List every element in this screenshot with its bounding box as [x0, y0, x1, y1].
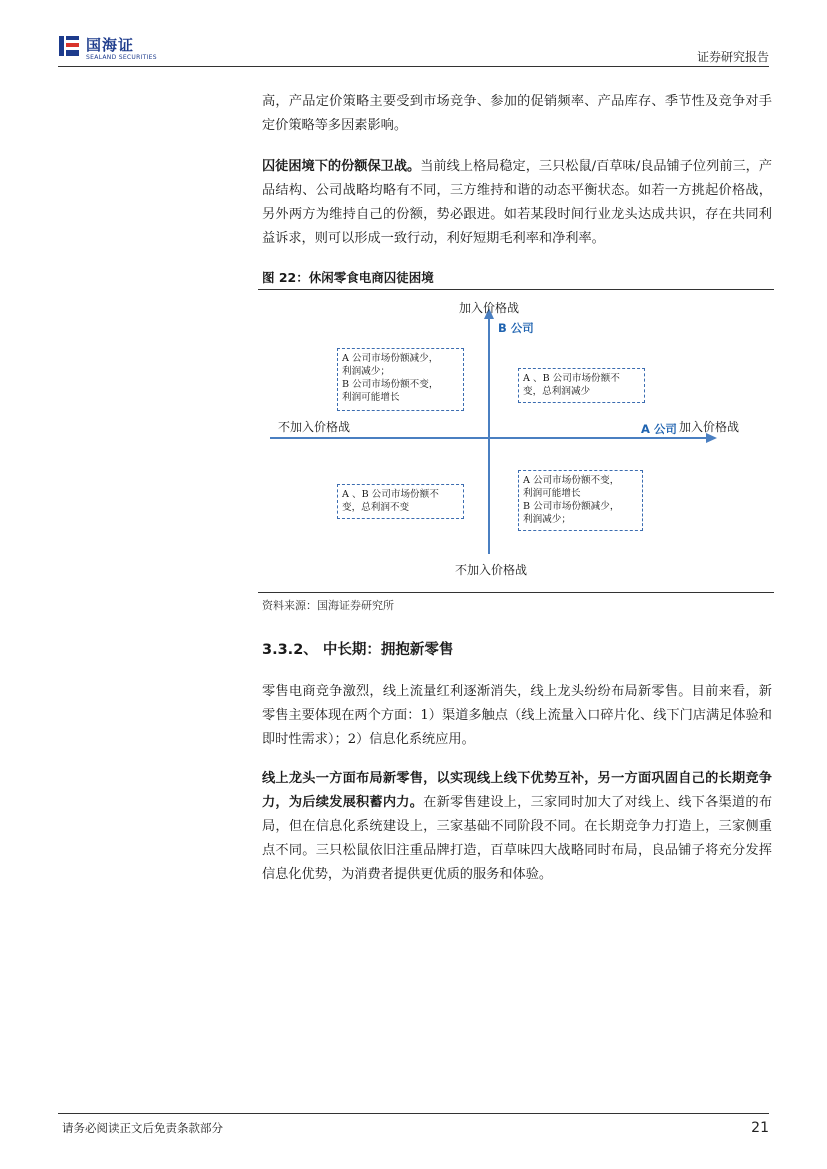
paragraph-pricing-text: 高，产品定价策略主要受到市场竞争、参加的促销频率、产品库存、季节性及竞争对手定价策略等多因素影响。: [262, 94, 772, 133]
quadrant-bottom-left: A 、B 公司市场份额不 变，总利润不变: [337, 484, 464, 519]
paragraph-long-term: [262, 767, 772, 887]
quadrant-top-left: A 公司市场份额减少， 利润减少； B 公司市场份额不变， 利润可能增长: [337, 348, 464, 411]
sealand-logo-icon: [58, 34, 80, 58]
label-top-join-price-war: 加入价格战: [459, 301, 520, 315]
section-heading: 3.3.2、 中长期：拥抱新零售: [262, 642, 454, 658]
paragraph-pricing: [262, 90, 772, 138]
paragraph-new-retail-text: 零售电商竞争激烈，线上流量红利逐渐消失，线上龙头纷纷布局新零售。目前来看，新零售主要体现在两个方面：1）渠道多触点（线上流量入口碎片化、线下门店满足体验和即时性需求）；2）信息化系统应用。: [262, 684, 772, 747]
label-right-join-price-war: 加入价格战: [679, 420, 740, 434]
figure-title: 图 22：休闲零食电商囚徒困境: [262, 270, 434, 285]
vertical-axis: [488, 318, 490, 554]
logo-chinese-text: 国海证: [86, 36, 135, 54]
label-left-not-join: 不加入价格战: [278, 420, 351, 434]
header-divider: [58, 66, 769, 67]
paragraph-prisoners-dilemma-lead: 囚徒困境下的份额保卫战。: [262, 159, 421, 174]
figure-source: 资料来源：国海证券研究所: [262, 599, 394, 612]
quadrant-top-right: A 、B 公司市场份额不 变，总利润减少: [518, 368, 645, 403]
label-company-a: A 公司: [641, 422, 677, 436]
logo-english-text: SEALAND SECURITIES: [86, 54, 157, 61]
figure-top-rule: [258, 289, 774, 290]
paragraph-new-retail: [262, 680, 772, 752]
footer-disclaimer: 请务必阅读正文后免责条款部分: [62, 1121, 223, 1135]
quadrant-bottom-right: A 公司市场份额不变， 利润可能增长 B 公司市场份额减少， 利润减少；: [518, 470, 643, 531]
report-type: 证券研究报告: [696, 50, 769, 64]
sealand-logo: [58, 34, 168, 64]
label-bottom-not-join: 不加入价格战: [455, 563, 528, 577]
footer-divider: [58, 1113, 769, 1114]
label-company-b: B 公司: [498, 321, 534, 335]
paragraph-long-term-lead: 线上龙头一方面布局新零售，以实现线上线下优势互补，另一方面巩固自己的长期竞争力，为后续发展积蓄内力。: [262, 771, 772, 810]
figure-bottom-rule: [258, 592, 774, 593]
page-number: 21: [751, 1120, 769, 1136]
paragraph-prisoners-dilemma-text: 当前线上格局稳定，三只松鼠/百草味/良品铺子位列前三，产品结构、公司战略均略有不同，三方维持和谐的动态平衡状态。如若一方挑起价格战，另外两方为维持自己的份额，势必跟进。如若某段时间行业龙头达成共识，存在共同利益诉求，则可以形成一致行动，利好短期毛利率和净利率。: [262, 159, 773, 246]
paragraph-prisoners-dilemma: [262, 155, 772, 251]
paragraph-long-term-text: 在新零售建设上，三家同时加大了对线上、线下各渠道的布局，但在信息化系统建设上，三家基础不同阶段不同。在长期竞争力打造上，三家侧重点不同。三只松鼠依旧注重品牌打造，百草味四大战略同时布局，良品铺子将充分发挥信息化优势，为消费者提供更优质的服务和体验。: [262, 795, 773, 882]
